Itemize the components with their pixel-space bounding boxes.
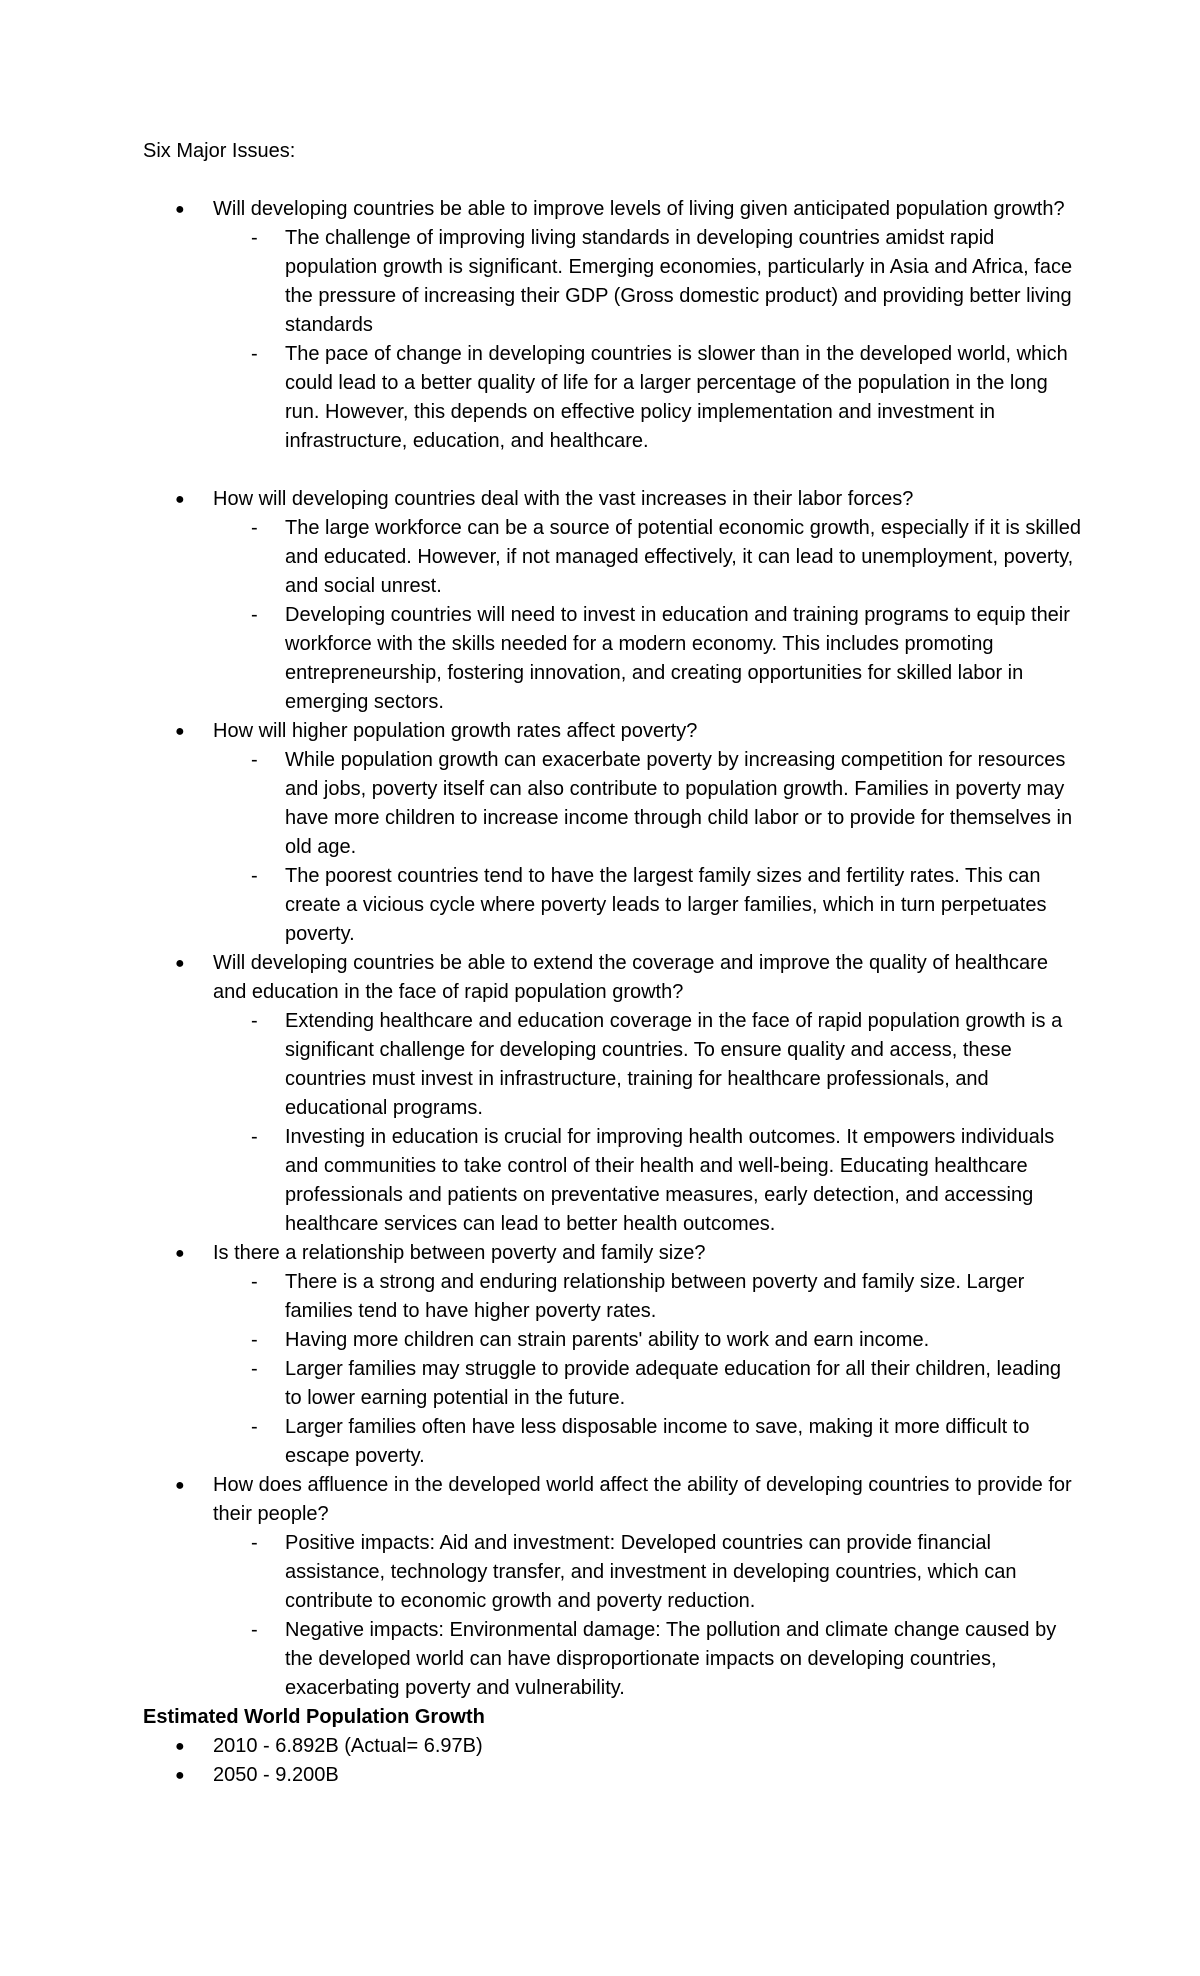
dash-icon: - [251, 1126, 258, 1148]
issue-point [213, 1616, 1083, 1703]
issue-item [143, 717, 1083, 949]
dash-icon: - [251, 865, 258, 887]
issue-points [213, 514, 1083, 717]
issue-points [213, 1529, 1083, 1703]
dash-icon: - [251, 1010, 258, 1032]
issues-list [143, 195, 1083, 1703]
issue-point [213, 1413, 1083, 1471]
issue-question: How will higher population growth rates affect poverty? [213, 720, 698, 742]
population-section-title: Estimated World Population Growth [143, 1706, 485, 1728]
dash-icon: - [251, 1619, 258, 1641]
issue-point-text: There is a strong and enduring relationship between poverty and family size. Larger families tend to have higher poverty rates. [285, 1271, 1025, 1322]
bullet-icon: ● [175, 955, 185, 972]
issue-point-text: Investing in education is crucial for improving health outcomes. It empowers individuals and communities to take control of their health and well-being. Educating healthcare professionals and patients on preventative measures, early detection, and accessing healthcare services can lead to better health outcomes. [285, 1126, 1055, 1235]
population-estimates-list [143, 1732, 1083, 1790]
issue-points [213, 1007, 1083, 1239]
issue-point [213, 514, 1083, 601]
issue-item [143, 195, 1083, 456]
issue-points [213, 746, 1083, 949]
issue-point-text: The challenge of improving living standards in developing countries amidst rapid population growth is significant. Emerging economies, particularly in Asia and Africa, face the pressure of increasing their GDP (Gross domestic product) and providing better living standards [285, 227, 1073, 336]
issue-item [143, 1239, 1083, 1471]
issue-point-text: Having more children can strain parents' ability to work and earn income. [285, 1329, 930, 1351]
dash-icon: - [251, 1416, 258, 1438]
dash-icon: - [251, 1358, 258, 1380]
dash-icon: - [251, 343, 258, 365]
issue-point-text: Positive impacts: Aid and investment: Developed countries can provide financial assistance, technology transfer, and investment in developing countries, which can contribute to economic growth and poverty reduction. [285, 1532, 1017, 1612]
bullet-icon: ● [175, 1477, 185, 1494]
dash-icon: - [251, 227, 258, 249]
dash-icon: - [251, 1329, 258, 1351]
issue-point-text: Extending healthcare and education coverage in the face of rapid population growth is a significant challenge for developing countries. To ensure quality and access, these countries must invest in infrastructure, training for healthcare professionals, and educational programs. [285, 1010, 1063, 1119]
dash-icon: - [251, 1271, 258, 1293]
issue-points [213, 1268, 1083, 1471]
issue-question: How will developing countries deal with the vast increases in their labor forces? [213, 488, 914, 510]
issue-question: How does affluence in the developed world affect the ability of developing countries to provide for their people? [213, 1474, 1072, 1525]
dash-icon: - [251, 1532, 258, 1554]
issue-point [213, 862, 1083, 949]
issue-point [213, 1123, 1083, 1239]
issue-point [213, 340, 1083, 456]
issue-question: Will developing countries be able to extend the coverage and improve the quality of healthcare and education in the face of rapid population growth? [213, 952, 1048, 1003]
population-estimate-text: 2050 - 9.200B [213, 1764, 339, 1786]
page-heading: Six Major Issues: [143, 140, 296, 162]
dash-icon: - [251, 749, 258, 771]
dash-icon: - [251, 604, 258, 626]
bullet-icon: ● [175, 1738, 185, 1755]
document-content [143, 137, 1083, 1790]
issue-point-text: The large workforce can be a source of potential economic growth, especially if it is skilled and educated. However, if not managed effectively, it can lead to unemployment, poverty, and social unrest. [285, 517, 1081, 597]
bullet-icon: ● [175, 491, 185, 508]
issue-point-text: The pace of change in developing countries is slower than in the developed world, which could lead to a better quality of life for a larger percentage of the population in the long run. However, this depends on effective policy implementation and investment in infrastructure, education, and healthcare. [285, 343, 1068, 452]
bullet-icon: ● [175, 723, 185, 740]
bullet-icon: ● [175, 1245, 185, 1262]
issue-point [213, 746, 1083, 862]
issue-point-text: Developing countries will need to invest in education and training programs to equip their workforce with the skills needed for a modern economy. This includes promoting entrepreneurship, fostering innovation, and creating opportunities for skilled labor in emerging sectors. [285, 604, 1070, 713]
population-estimate [143, 1761, 1083, 1790]
issue-item [143, 485, 1083, 717]
issue-item [143, 949, 1083, 1239]
population-estimate [143, 1732, 1083, 1761]
issue-point [213, 1268, 1083, 1326]
issue-item [143, 1471, 1083, 1703]
issue-point [213, 1355, 1083, 1413]
issue-point [213, 1529, 1083, 1616]
issue-question: Is there a relationship between poverty and family size? [213, 1242, 706, 1264]
issue-point [213, 601, 1083, 717]
issue-points [213, 224, 1083, 456]
issue-point [213, 1326, 1083, 1355]
bullet-icon: ● [175, 1767, 185, 1784]
issue-point [213, 224, 1083, 340]
issue-question: Will developing countries be able to improve levels of living given anticipated population growth? [213, 198, 1065, 220]
bullet-icon: ● [175, 201, 185, 218]
issue-point-text: The poorest countries tend to have the largest family sizes and fertility rates. This can create a vicious cycle where poverty leads to larger families, which in turn perpetuates poverty. [285, 865, 1047, 945]
dash-icon: - [251, 517, 258, 539]
issue-point-text: Larger families may struggle to provide adequate education for all their children, leading to lower earning potential in the future. [285, 1358, 1062, 1409]
population-estimate-text: 2010 - 6.892B (Actual= 6.97B) [213, 1735, 483, 1757]
issue-point [213, 1007, 1083, 1123]
issue-point-text: Negative impacts: Environmental damage: The pollution and climate change caused by the developed world can have disproportionate impacts on developing countries, exacerbating poverty and vulnerability. [285, 1619, 1057, 1699]
issue-point-text: While population growth can exacerbate poverty by increasing competition for resources and jobs, poverty itself can also contribute to population growth. Families in poverty may have more children to increase income through child labor or to provide for themselves in old age. [285, 749, 1073, 858]
issue-point-text: Larger families often have less disposable income to save, making it more difficult to escape poverty. [285, 1416, 1030, 1467]
